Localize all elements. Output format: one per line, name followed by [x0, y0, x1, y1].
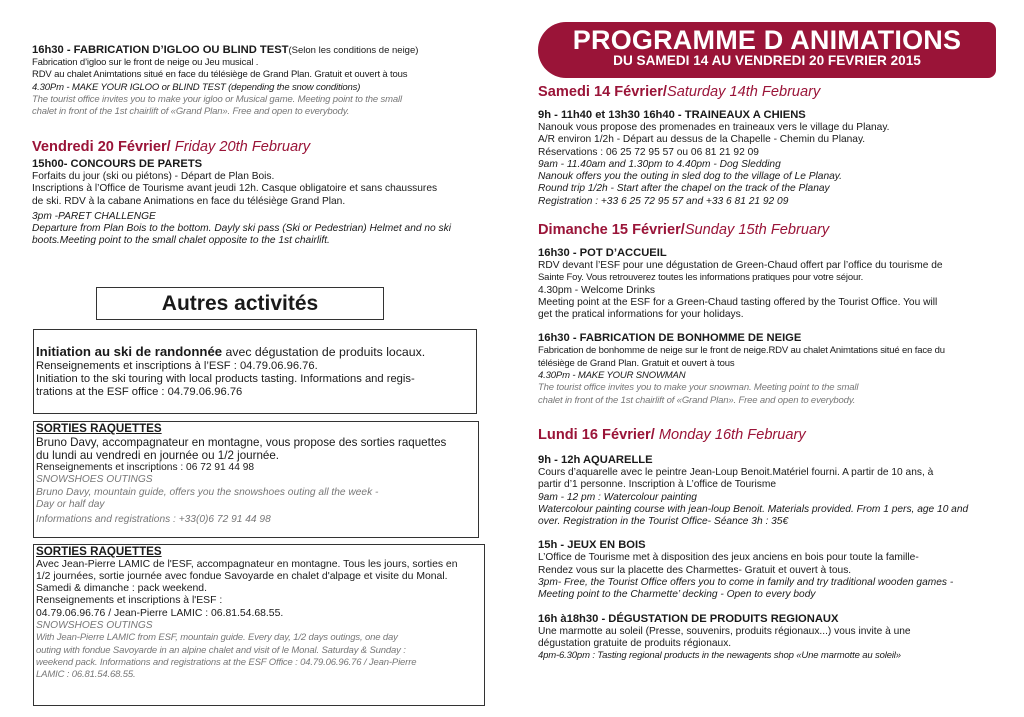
day-heading: Samedi 14 Février/Saturday 14th February — [538, 84, 821, 100]
event-text-en: 4.30Pm - MAKE YOUR IGLOO or BLIND TEST (depending the snow conditions) — [32, 81, 361, 93]
event-text-fr: partir d’1 personne. Inscription à L’office de Tourisme — [538, 479, 777, 491]
box-text: du lundi au vendredi en journée ou 1/2 journée. — [36, 448, 280, 462]
event-text-fr: Fabrication d’igloo sur le front de neige ou Jeu musical . — [32, 57, 259, 68]
event-title: 16h à18h30 - DÉGUSTATION DE PRODUITS REGIONAUX — [538, 612, 839, 625]
event-text-fr: Une marmotte au soleil (Presse, souvenirs, produits régionaux...) vous invite à une — [538, 625, 911, 637]
event-text-fr: Rendez vous sur la placette des Charmettes- Gratuit et ouvert à tous. — [538, 564, 852, 576]
box-text-en: outing with fondue Savoyarde in an alpine chalet and visit of le Monal. Saturday & Sunday : — [36, 644, 406, 656]
autres-activites-heading: Autres activités — [96, 287, 384, 320]
event-title: 15h - JEUX EN BOIS — [538, 539, 646, 552]
event-text-fr: Fabrication de bonhomme de neige sur le front de neige.RDV au chalet Animtations situé en face du — [538, 345, 945, 357]
day-heading: Dimanche 15 Février/Sunday 15th February — [538, 222, 830, 238]
event-igloo — [32, 44, 492, 118]
box-text-en: SNOWSHOES OUTINGS — [36, 619, 153, 631]
event-text-fr: Cours d’aquarelle avec le peintre Jean-Loup Benoit.Matériel fourni. A partir de 10 ans, à — [538, 467, 934, 478]
event-text-en: get the pratical informations for your holidays. — [538, 309, 744, 321]
box-text-en: Informations and registrations : +33(0)6 72 91 44 98 — [36, 514, 271, 526]
box-text: Samedi & dimanche : pack weekend. — [36, 583, 207, 595]
box-text: trations at the ESF office : 04.79.06.96.76 — [36, 386, 243, 398]
box-text-en: With Jean-Pierre LAMIC from ESF, mountain guide. Every day, 1/2 days outings, one day — [36, 632, 398, 644]
event-text-en: chalet in front of the 1st chairlift of «Grand Plan». Free and open to everybody. — [32, 106, 350, 118]
box-title: SORTIES RAQUETTES — [36, 422, 162, 435]
day-lundi — [538, 426, 998, 663]
box-text: 04.79.06.96.76 / Jean-Pierre LAMIC : 06.81.54.68.55. — [36, 607, 284, 619]
box-text-en: Day or half day — [36, 498, 105, 510]
event-text-en: 4pm-6.30pm : Tasting regional products in the newagents shop «Une marmotte au soleil» — [538, 650, 901, 662]
box-text-en: SNOWSHOES OUTINGS — [36, 474, 153, 486]
event-text-fr: RDV devant l’ESF pour une dégustation de Green-Chaud offert par l’office du tourisme de — [538, 260, 943, 271]
box-text-en: weekend pack. Informations and registrations at the ESF Office : 04.79.06.96.76 / Jean-Pierre — [36, 656, 417, 668]
event-text-en: 4.30Pm - MAKE YOUR SNOWMAN — [538, 370, 686, 382]
event-text-en: The tourist office invites you to make your igloo or Musical game. Meeting point to the small — [32, 93, 402, 105]
event-text-fr: dégustation gratuite de produits régionaux. — [538, 637, 732, 649]
box-text: Renseignements et inscriptions : 06 72 91 44 98 — [36, 461, 255, 473]
box-text: 1/2 journées, sortie journée avec fondue Savoyarde en chalet d'alpage et visite du Monal. — [36, 570, 448, 582]
event-text-fr: télésiège de Grand Plan. Gratuit et ouvert à tous — [538, 357, 735, 369]
event-text-fr: Forfaits du jour (ski ou piétons) - Départ de Plan Bois. — [32, 171, 275, 182]
event-text-en: The tourist office invites you to make your snowman. Meeting point to the small — [538, 382, 859, 394]
event-text-fr: Sainte Foy. Vous retrouverez toutes les informations pratiques pour votre séjour. — [538, 272, 864, 284]
event-text-fr: L’Office de Tourisme met à disposition des jeux anciens en bois pour toute la famille- — [538, 552, 919, 564]
event-text-en: over. Registration in the Tourist Office- Séance 3h : 35€ — [538, 516, 789, 528]
event-text-en: Meeting point at the ESF for a Green-Chaud tasting offered by the Tourist Office. You will — [538, 296, 938, 308]
box-text: Initiation to the ski touring with local products tasting. Informations and regis- — [36, 373, 415, 385]
event-text-en: Round trip 1/2h - Start after the chapel on the track of the Planay — [538, 183, 830, 195]
programme-banner — [538, 22, 996, 78]
box-text: Renseignements et inscriptions à l'ESF : — [36, 595, 223, 607]
event-title: 16h30 - FABRICATION D’IGLOO OU BLIND TEST(Selon les conditions de neige) — [32, 44, 419, 56]
box-text-en: LAMIC : 06.81.54.68.55. — [36, 669, 136, 681]
event-title: 9h - 11h40 et 13h30 16h40 - TRAINEAUX A CHIENS — [538, 109, 806, 121]
event-title-note: (Selon les conditions de neige) — [288, 45, 419, 56]
event-text-fr: Réservations : 06 25 72 95 57 ou 06 81 21 92 09 — [538, 146, 759, 158]
day-vendredi — [32, 138, 492, 248]
day-samedi — [538, 83, 998, 208]
event-title: 16h30 - FABRICATION DE BONHOMME DE NEIGE — [538, 332, 802, 345]
event-text-en: Nanouk offers you the outing in sled dog to the village of Le Planay. — [538, 171, 842, 183]
day-heading: Vendredi 20 Février/ Friday 20th February — [32, 139, 311, 155]
day-heading: Lundi 16 Février/ Monday 16th February — [538, 427, 806, 443]
event-text-en: chalet in front of the 1st chairlift of «Grand Plan». Free and open to everybody. — [538, 394, 856, 406]
event-text-en: Watercolour painting course with jean-loup Benoit. Materials provided. From 1 pers, age 10 and — [538, 503, 969, 515]
box-text-en: Bruno Davy, mountain guide, offers you the snowshoes outing all the week - — [36, 486, 379, 498]
event-text-en: 3pm -PARET CHALLENGE — [32, 210, 156, 222]
event-text-fr: de ski. RDV à la cabane Animations en face du télésiège Grand Plan. — [32, 195, 346, 207]
box-text: Avec Jean-Pierre LAMIC de l'ESF, accompagnateur en montagne. Tous les jours, sorties en — [36, 558, 458, 570]
event-text-en: boots.Meeting point to the small chalet opposite to the 1st chairlift. — [32, 235, 330, 247]
banner-subtitle: DU SAMEDI 14 AU VENDREDI 20 FEVRIER 2015 — [613, 53, 921, 68]
event-title: 15h00- CONCOURS DE PARETS — [32, 158, 203, 170]
banner-title: PROGRAMME D ANIMATIONS — [572, 25, 962, 55]
event-text-fr: Inscriptions à l’Office de Tourisme avant jeudi 12h. Casque obligatoire et sans chaussures — [32, 183, 438, 195]
event-text-en: Registration : +33 6 25 72 95 57 and +33 6 81 21 92 09 — [538, 195, 789, 207]
box-title: SORTIES RAQUETTES — [36, 545, 162, 558]
event-title: 9h - 12h AQUARELLE — [538, 454, 653, 466]
event-text-en: 9am - 11.40am and 1.30pm to 4.40pm - Dog Sledding — [538, 158, 781, 170]
event-text-en: Meeting point to the Charmette’ decking - Open to every body — [538, 589, 816, 601]
snowshoe-box-davy — [33, 421, 479, 538]
box-text: Renseignements et inscriptions à l’ESF : 04.79.06.96.76. — [36, 360, 318, 372]
event-text-en: Departure from Plan Bois to the bottom. Dayly ski pass (Ski or Pedestrian) Helmet and no ski — [32, 223, 451, 235]
event-text-en: 4.30pm - Welcome Drinks — [538, 284, 656, 296]
ski-touring-box — [33, 329, 477, 414]
day-dimanche — [538, 221, 998, 407]
event-text-en: 3pm- Free, the Tourist Office offers you to come in family and try traditional wooden games - — [538, 577, 954, 589]
box-lead: Initiation au ski de randonnée avec dégustation de produits locaux. — [36, 344, 426, 359]
event-title: 16h30 - POT D’ACCUEIL — [538, 247, 667, 259]
snowshoe-box-lamic — [33, 544, 485, 706]
event-text-fr: A/R environ 1/2h - Départ au dessus de la Chapelle - Chemin du Planay. — [538, 134, 866, 146]
event-text-fr: Nanouk vous propose des promenades en traineaux vers le village du Planay. — [538, 122, 890, 133]
event-text-fr: RDV au chalet Animtations situé en face du télésiège de Grand Plan. Gratuit et ouvert à tous — [32, 69, 408, 81]
event-text-en: 9am - 12 pm : Watercolour painting — [538, 491, 697, 503]
box-text: Bruno Davy, accompagnateur en montagne, vous propose des sorties raquettes — [36, 435, 447, 449]
